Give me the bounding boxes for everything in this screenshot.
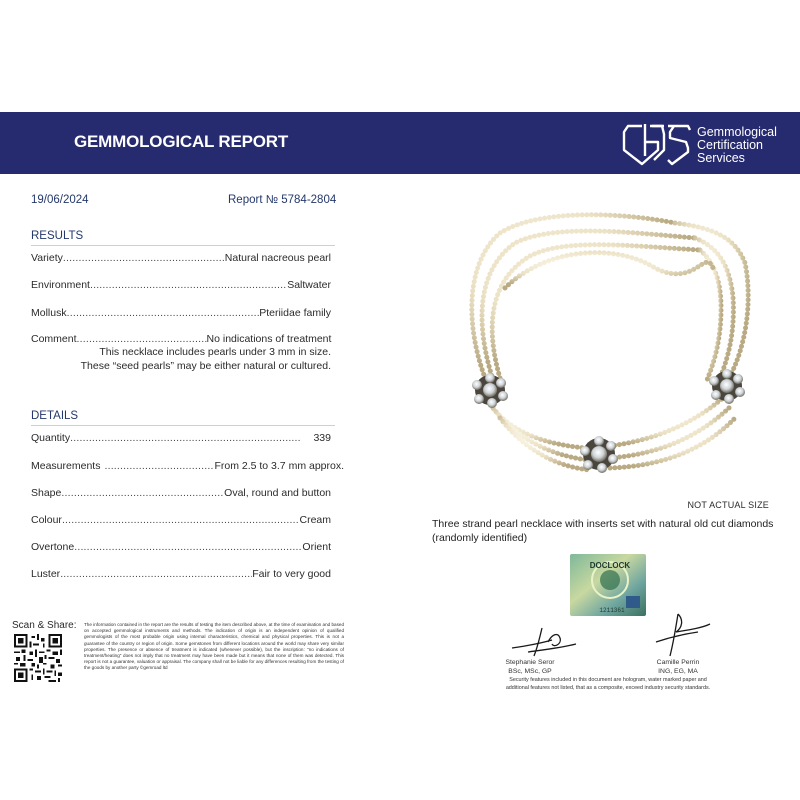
mollusk-label: Mollusk (31, 307, 67, 319)
leader-dots (63, 252, 225, 264)
leader-dots (60, 568, 252, 580)
luster-label: Luster (31, 568, 61, 580)
measurements-value: From 2.5 to 3.7 mm approx. (214, 460, 345, 472)
colour-value: Cream (299, 514, 331, 526)
security-note: Security features included in this document are hologram, water marked paper and additional features not listed, that as a composite, exceed industry security standards. (505, 677, 711, 691)
shape-row (31, 485, 331, 499)
details-heading: DETAILS (31, 410, 79, 422)
legal-disclaimer: The information contained in the report are the results of testing the item described above, at the time of examination and based on accepted gemmological instruments and methods. The indication of origin is an independent opinion of qualified gemmologists of the most probable origin using internal characteristics, chemical and physical properties. This is not a guarantee of the country or region of origin. Some gemstones from different locations around the world may share very similar properties. The presence or absence of treatment is indicated (whenever possible), but the inscription: "no indications of treatment/heating" does not imply that no treatment may have been made but it means that none of them was detected. This report is not a guarantee, valuation or appraisal. The company shall not be liable for any differences resulting from the testing of the goods by another party ©gemroad ltd (84, 622, 344, 671)
hologram-seal-icon (570, 554, 646, 616)
company-name-line: Certification (697, 138, 763, 152)
signer1-title: BSc, MSc, GP (508, 668, 552, 675)
scan-share-label: Scan & Share: (12, 620, 77, 631)
variety-value: Natural nacreous pearl (224, 252, 331, 264)
comment-value: No indications of treatment (206, 333, 332, 345)
details-divider (31, 425, 335, 426)
environment-row (31, 277, 331, 291)
comment-label: Comment (31, 333, 77, 345)
seal-number: 1211361 (599, 607, 625, 614)
diamond-cluster-right (709, 369, 745, 404)
colour-label: Colour (31, 514, 62, 526)
variety-label: Variety (31, 252, 63, 264)
report-number: Report № 5784-2804 (228, 194, 337, 206)
report-title: GEMMOLOGICAL REPORT (74, 132, 289, 151)
variety-row (31, 250, 331, 264)
leader-dots (74, 541, 302, 553)
signer2-title: ING, EG, MA (658, 668, 698, 675)
environment-value: Saltwater (287, 279, 331, 291)
mollusk-row (31, 305, 331, 319)
header-band (0, 112, 800, 174)
signer1 (490, 658, 570, 676)
measurements-row (31, 458, 345, 472)
comment-row (31, 331, 331, 345)
leader-dots (104, 460, 214, 472)
seal-text: DOCLOCK (589, 561, 631, 570)
signer2 (638, 658, 718, 676)
environment-label: Environment (31, 279, 90, 291)
overtone-value: Orient (302, 541, 331, 553)
leader-dots (62, 514, 300, 526)
qr-code-icon[interactable] (14, 634, 62, 682)
signer2-name: Camille Perrin (656, 659, 700, 666)
signature-perrin-icon (648, 612, 714, 658)
item-caption: Three strand pearl necklace with inserts set with natural old cut diamonds (randomly identified) (432, 518, 774, 544)
leader-dots (90, 279, 287, 291)
results-heading: RESULTS (31, 230, 84, 242)
comment-line-2: This necklace includes pearls under 3 mm in size. (99, 346, 331, 358)
shape-label: Shape (31, 487, 62, 499)
shape-value: Oval, round and button (224, 487, 331, 499)
report-date: 19/06/2024 (31, 194, 89, 206)
pearl-necklace-image (445, 208, 785, 488)
gcs-logo-icon (622, 120, 692, 166)
diamond-cluster-left (472, 373, 508, 408)
leader-dots (77, 333, 207, 345)
results-divider (31, 245, 335, 246)
leader-dots (67, 307, 260, 319)
company-name (697, 126, 777, 165)
signer1-name: Stephanie Seror (505, 659, 555, 666)
overtone-row (31, 539, 331, 553)
colour-row (31, 512, 331, 526)
company-name-line: Services (697, 151, 745, 165)
measurements-label: Measurements (31, 460, 101, 472)
comment-line-3: These “seed pearls” may be either natural or cultured. (80, 360, 331, 372)
quantity-label: Quantity (31, 432, 71, 444)
overtone-label: Overtone (31, 541, 75, 553)
luster-row (31, 566, 331, 580)
quantity-row (31, 430, 331, 444)
company-name-line: Gemmological (697, 125, 777, 139)
luster-value: Fair to very good (252, 568, 331, 580)
signature-seror-icon (508, 624, 580, 658)
leader-dots (61, 487, 224, 499)
leader-dots (70, 432, 301, 444)
quantity-value: 339 (313, 432, 331, 444)
mollusk-value: Pteriidae family (259, 307, 331, 319)
not-actual-size-note: NOT ACTUAL SIZE (687, 500, 769, 510)
